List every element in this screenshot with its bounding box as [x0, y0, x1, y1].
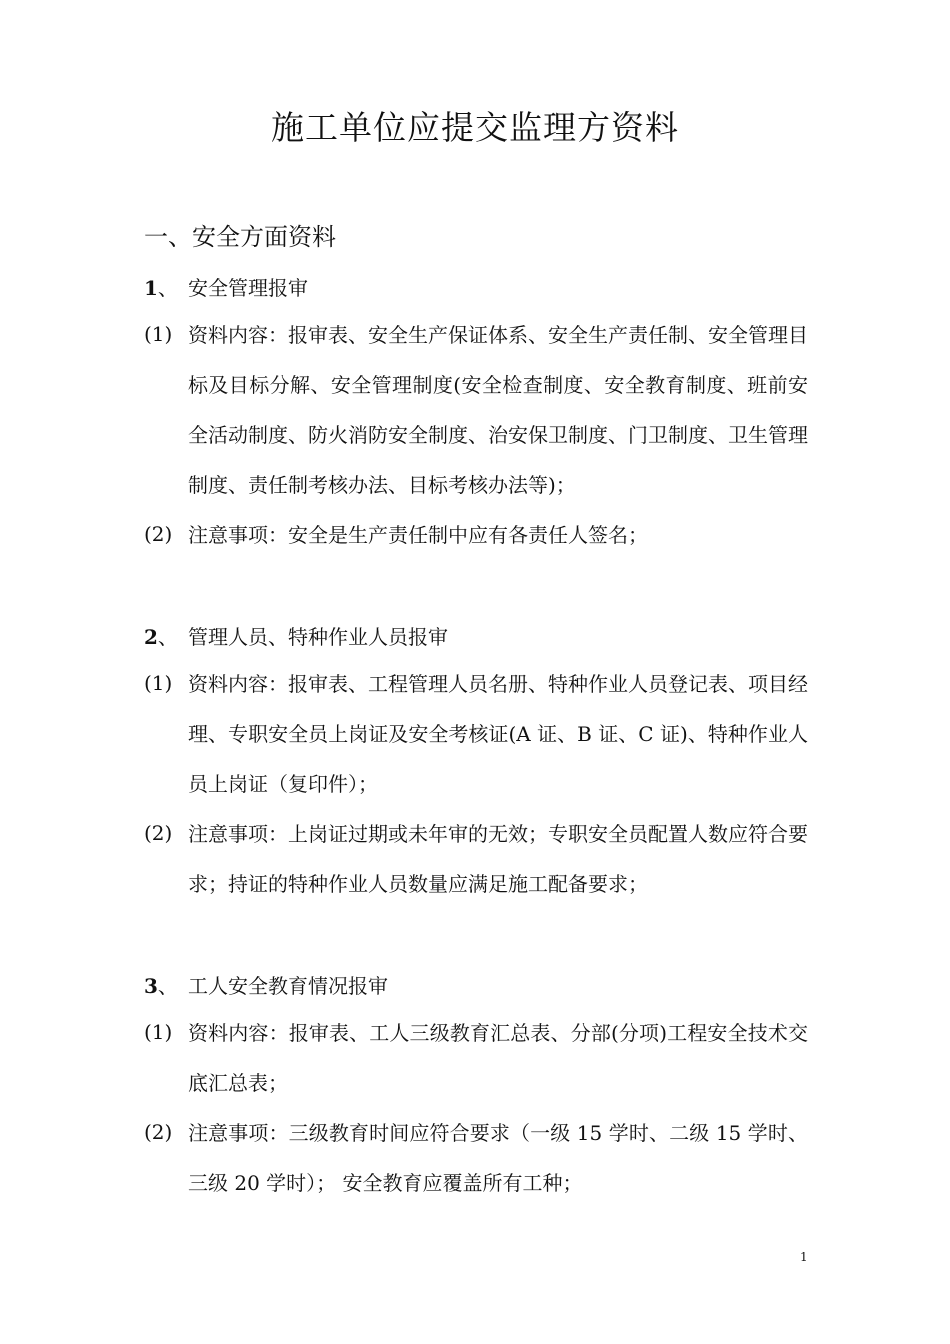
block-2-heading: 管理人员、特种作业人员报审	[188, 625, 448, 649]
block-2-item-1-text: 资料内容：报审表、工程管理人员名册、特种作业人员登记表、项目经理、专职安全员上岗证及安全考核证(A 证、B 证、C 证)、特种作业人员上岗证（复印件）；	[188, 672, 808, 796]
block-2-item-1-label: (1)	[144, 671, 173, 695]
block-1-heading: 安全管理报审	[188, 276, 308, 300]
block-3-item-1-label: (1)	[144, 1020, 173, 1044]
block-3-heading: 工人安全教育情况报审	[188, 974, 388, 998]
document-title: 施工单位应提交监理方资料	[271, 108, 679, 147]
block-2-item-2-text: 注意事项：上岗证过期或未年审的无效；专职安全员配置人数应符合要求；持证的特种作业人员数量应满足施工配备要求；	[188, 822, 808, 896]
block-3-item-2-label: (2)	[144, 1120, 173, 1144]
block-1-item-1-label: (1)	[144, 322, 173, 346]
block-1-number: 1、	[144, 276, 178, 300]
block-1-item-1-text: 资料内容：报审表、安全生产保证体系、安全生产责任制、安全管理目标及目标分解、安全管理制度(安全检查制度、安全教育制度、班前安全活动制度、防火消防安全制度、治安保卫制度、门卫制度、卫生管理制度、责任制考核办法、目标考核办法等)；	[188, 323, 808, 497]
block-2-number: 2、	[144, 625, 178, 649]
section-heading: 一、安全方面资料	[144, 223, 336, 251]
page-number: 1	[800, 1250, 808, 1264]
block-1-item-2-text: 注意事项：安全是生产责任制中应有各责任人签名；	[188, 523, 648, 547]
block-2-item-2-label: (2)	[144, 821, 173, 845]
block-3-number: 3、	[144, 974, 178, 998]
block-1-item-2-label: (2)	[144, 522, 173, 546]
block-3-item-2-text: 注意事项：三级教育时间应符合要求（一级 15 学时、二级 15 学时、三级 20 学时）； 安全教育应覆盖所有工种；	[188, 1121, 808, 1195]
block-3-item-1-text: 资料内容：报审表、工人三级教育汇总表、分部(分项)工程安全技术交底汇总表；	[188, 1021, 808, 1095]
